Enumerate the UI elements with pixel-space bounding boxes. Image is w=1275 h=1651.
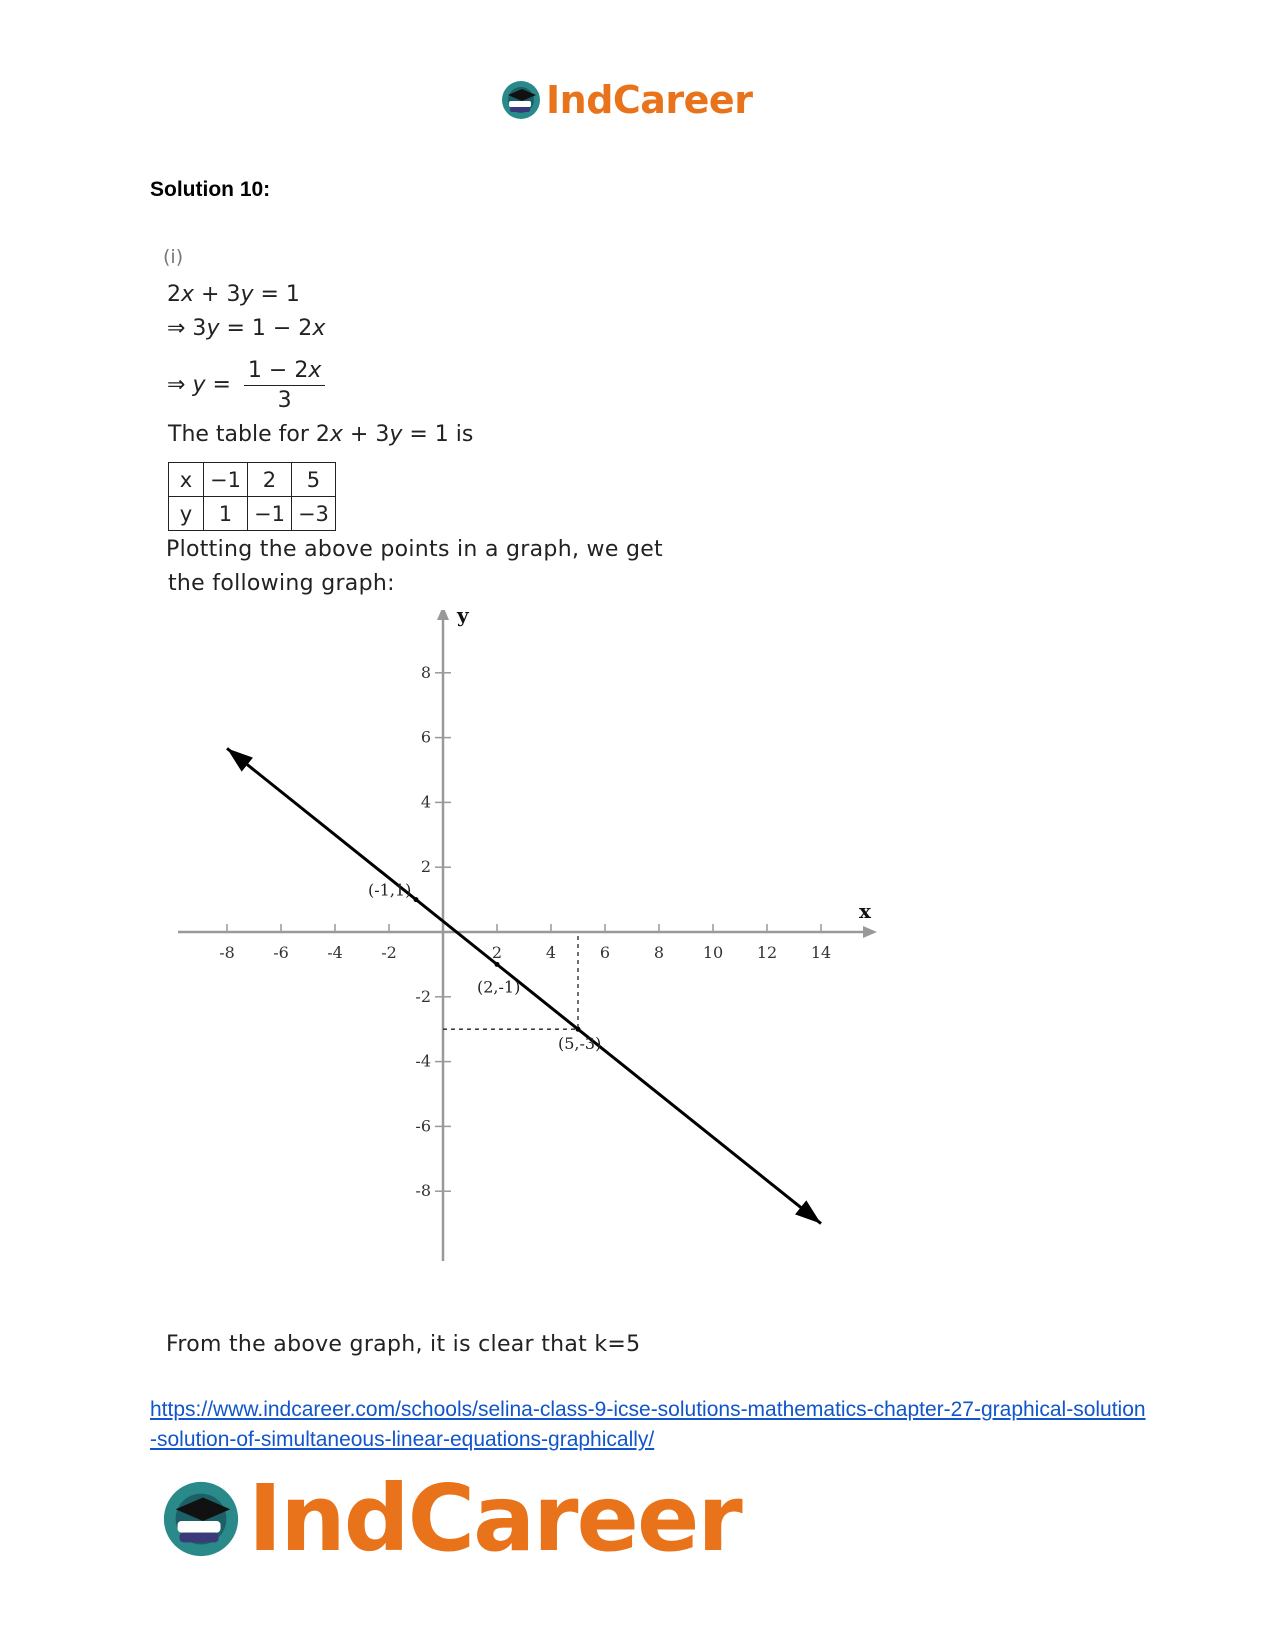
graduation-cap-icon	[500, 79, 542, 121]
x-tick-label: -8	[219, 943, 235, 962]
table-cell: −1	[204, 463, 248, 497]
point-label: (2,-1)	[477, 977, 521, 997]
conclusion-text: From the above graph, it is clear that k=5	[166, 1332, 641, 1357]
line-arrowhead-start	[227, 748, 253, 771]
table-cell: 2	[247, 463, 291, 497]
table-cell: −3	[291, 497, 335, 531]
x-tick-label: 6	[599, 943, 611, 962]
point-label: (-1,1)	[368, 880, 412, 900]
x-tick-label: 14	[810, 943, 832, 962]
x-tick-label: 4	[545, 943, 557, 962]
data-point	[576, 1027, 581, 1032]
equation-line-1: 2x + 3y = 1	[167, 282, 300, 307]
equation-line-3: ⇒ y = $\frac{1 - 2x}{3}$	[167, 358, 325, 413]
equation-line-2: ⇒ 3y = 1 − 2x	[167, 316, 326, 341]
indcareer-logo-bottom	[160, 1465, 741, 1572]
solution-heading: Solution 10:	[150, 178, 271, 201]
point-label: (5,-3)	[558, 1034, 602, 1054]
x-axis-arrow	[863, 926, 877, 938]
table-intro: The table for 2x + 3y = 1 is	[168, 422, 474, 447]
y-tick-label: -6	[415, 1116, 431, 1136]
y-tick-label: 2	[420, 857, 431, 877]
part-label: (i)	[163, 246, 184, 268]
table-cell: x	[169, 463, 204, 497]
line-arrowhead-end	[795, 1200, 821, 1223]
indcareer-logo-top	[500, 78, 752, 122]
data-point	[495, 962, 500, 967]
x-tick-label: 8	[653, 943, 665, 962]
graduation-cap-icon	[160, 1478, 242, 1560]
y-tick-label: 4	[420, 792, 431, 812]
y-axis-label: y	[457, 610, 469, 627]
y-tick-label: 6	[420, 727, 431, 747]
table-cell: 1	[204, 497, 248, 531]
source-link[interactable]: https://www.indcareer.com/schools/selina-class-9-icse-solutions-mathematics-chapter-27-graphical-solution-solution-of-simultaneous-linear-equations-graphically/	[150, 1398, 1146, 1451]
y-tick-label: 8	[420, 662, 431, 682]
line-2x-plus-3y-equals-1	[227, 748, 821, 1223]
plot-text-1: Plotting the above points in a graph, we get	[166, 537, 663, 562]
table-row	[169, 497, 336, 531]
x-tick-label: -6	[273, 943, 289, 962]
values-table	[168, 462, 336, 531]
x-tick-label: 12	[756, 943, 778, 962]
plot-text-2: the following graph:	[168, 571, 395, 596]
logo-text: IndCareer	[546, 78, 753, 122]
x-axis-label: x	[859, 899, 871, 923]
x-tick-label: 10	[702, 943, 724, 962]
logo-text: IndCareer	[248, 1465, 741, 1572]
x-tick-label: -2	[381, 943, 397, 962]
y-tick-label: -8	[415, 1181, 431, 1201]
table-row	[169, 463, 336, 497]
y-axis-arrow	[437, 610, 449, 620]
x-tick-label: 2	[491, 943, 503, 962]
table-cell: 5	[291, 463, 335, 497]
x-tick-label: -4	[327, 943, 343, 962]
table-cell: −1	[247, 497, 291, 531]
table-cell: y	[169, 497, 204, 531]
data-point	[414, 897, 419, 902]
y-tick-label: -4	[415, 1051, 431, 1071]
linear-equation-graph	[150, 610, 890, 1310]
fraction: $\frac{1 - 2x}{3}$	[244, 358, 325, 413]
y-tick-label: -2	[415, 986, 431, 1006]
